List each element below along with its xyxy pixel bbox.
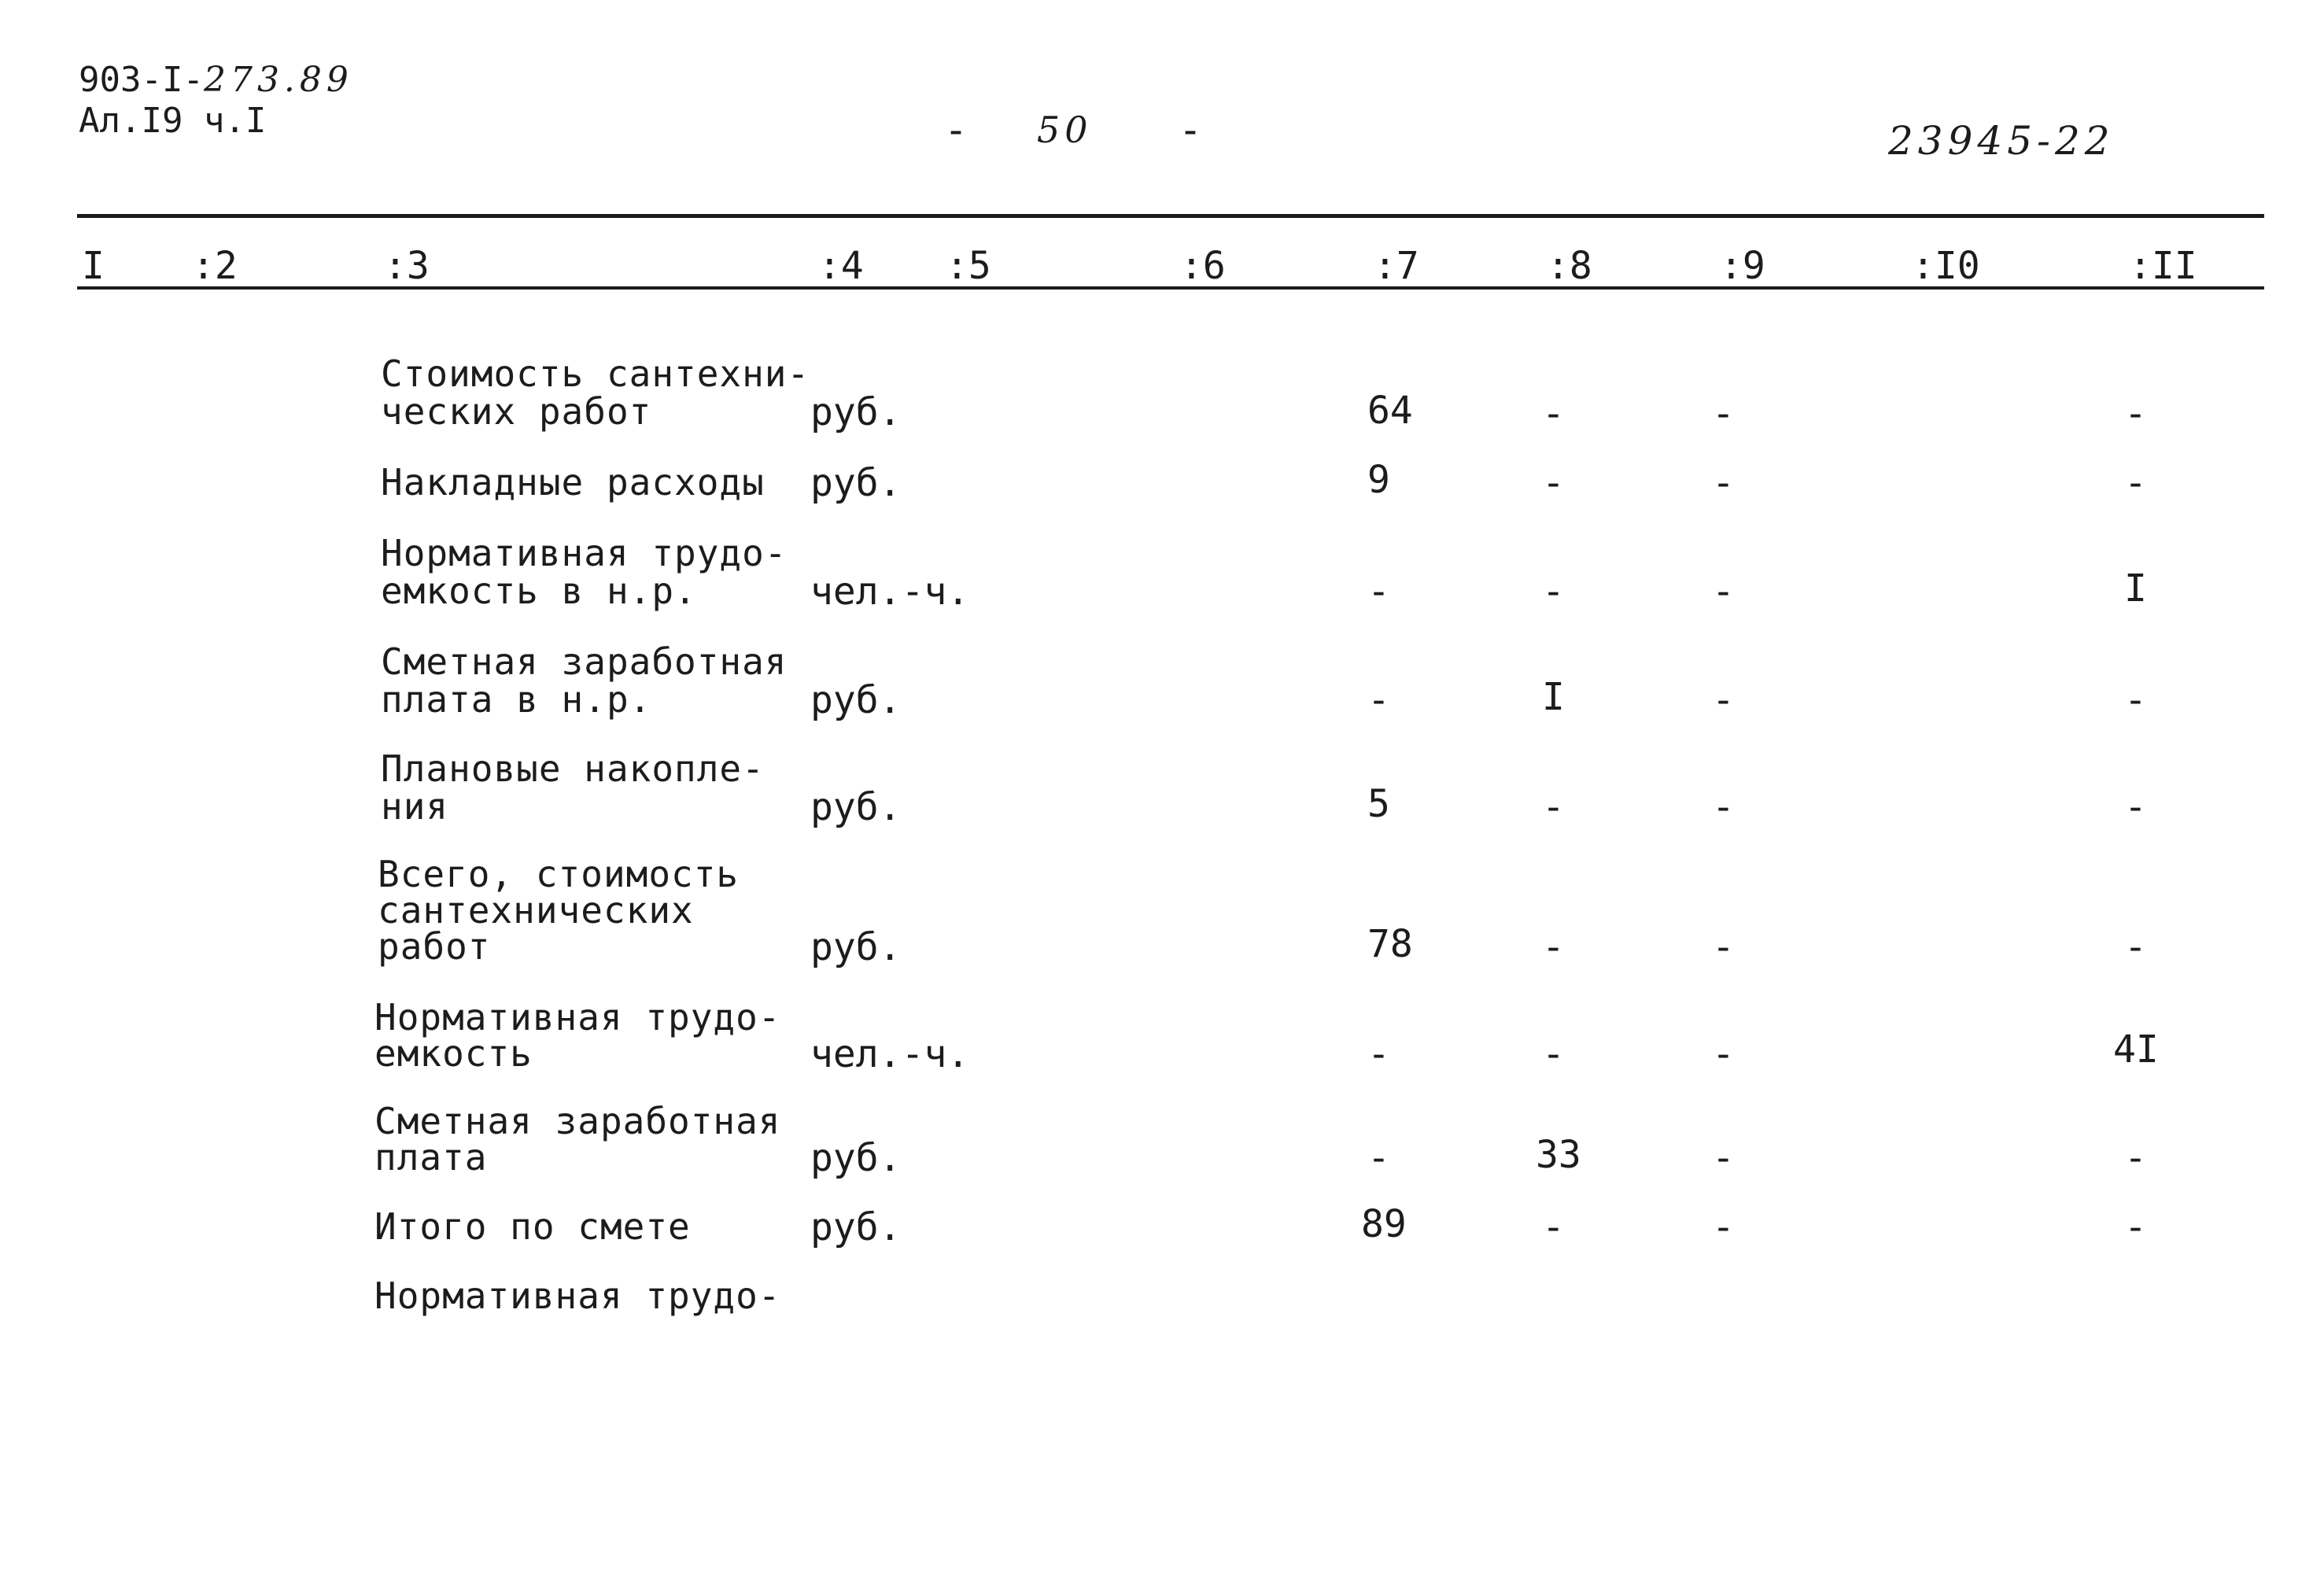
row-col11-value: - bbox=[2124, 1136, 2147, 1180]
row-col11-value: 4I bbox=[2113, 1027, 2159, 1072]
row-col7-value: - bbox=[1367, 1032, 1390, 1076]
row-label-line: Плановые накопле- bbox=[381, 747, 765, 790]
row-unit: руб. bbox=[810, 390, 902, 434]
row-label-line: ческих работ bbox=[381, 390, 652, 433]
row-col9-value: - bbox=[1712, 1032, 1735, 1076]
row-label-line: емкость в н.р. bbox=[381, 570, 697, 612]
col-header-8: :8 bbox=[1547, 244, 1592, 288]
row-label-line: Нормативная трудо- bbox=[374, 996, 781, 1039]
row-col8-value: - bbox=[1542, 392, 1565, 436]
row-col9-value: - bbox=[1712, 678, 1735, 722]
row-col7-value: - bbox=[1367, 1136, 1390, 1180]
row-col11-value: - bbox=[2124, 925, 2147, 969]
row-label-line: Сметная заработная bbox=[381, 640, 788, 683]
document-code bbox=[79, 61, 353, 99]
col-header-1: I bbox=[82, 244, 105, 288]
row-label-line: Итого по смете bbox=[374, 1205, 691, 1248]
row-col8-value: - bbox=[1542, 1205, 1565, 1249]
row-col9-value: - bbox=[1712, 461, 1735, 505]
row-unit: руб. bbox=[810, 925, 902, 969]
row-col7-value: 89 bbox=[1361, 1202, 1407, 1246]
col-header-5: :5 bbox=[946, 244, 991, 288]
row-col8-value: - bbox=[1542, 925, 1565, 969]
col-header-6: :6 bbox=[1180, 244, 1226, 288]
row-col9-value: - bbox=[1712, 1205, 1735, 1249]
row-label-line: Всего, стоимость bbox=[378, 853, 740, 895]
row-label-line: Нормативная трудо- bbox=[374, 1275, 781, 1317]
row-col11-value: I bbox=[2124, 566, 2147, 611]
row-label-line: ния bbox=[381, 785, 449, 828]
row-col11-value: - bbox=[2124, 678, 2147, 722]
page-number: 50 bbox=[1037, 109, 1093, 151]
row-col7-value: - bbox=[1367, 678, 1390, 722]
col-header-9: :9 bbox=[1720, 244, 1765, 288]
row-col11-value: - bbox=[2124, 785, 2147, 829]
row-col9-value: - bbox=[1712, 785, 1735, 829]
row-col8-value: - bbox=[1542, 1032, 1565, 1076]
row-col9-value: - bbox=[1712, 925, 1735, 969]
row-col9-value: - bbox=[1712, 570, 1735, 614]
row-col8-value: - bbox=[1542, 461, 1565, 505]
row-col9-value: - bbox=[1712, 392, 1735, 436]
col-header-10: :I0 bbox=[1912, 244, 1980, 288]
row-label-line: Нормативная трудо- bbox=[381, 532, 788, 574]
row-unit: руб. bbox=[810, 461, 902, 505]
col-header-3: :3 bbox=[384, 244, 430, 288]
row-col7-value: 78 bbox=[1367, 922, 1413, 966]
row-col7-value: 5 bbox=[1367, 782, 1390, 826]
row-col8-value: 33 bbox=[1536, 1133, 1581, 1177]
col-header-11: :II bbox=[2129, 244, 2197, 288]
row-label-line: Сметная заработная bbox=[374, 1100, 781, 1142]
row-col7-value: 9 bbox=[1367, 458, 1390, 502]
row-col11-value: - bbox=[2124, 392, 2147, 436]
col-header-4: :4 bbox=[818, 244, 864, 288]
row-col7-value: 64 bbox=[1367, 389, 1413, 433]
archive-number: 23945-22 bbox=[1888, 118, 2115, 164]
row-label-line: работ bbox=[378, 925, 491, 968]
row-label-line: Накладные расходы bbox=[381, 461, 765, 504]
page-dash-left: - bbox=[944, 107, 968, 153]
col-header-7: :7 bbox=[1374, 244, 1419, 288]
row-col11-value: - bbox=[2124, 461, 2147, 505]
document-code-handwritten: 273.89 bbox=[203, 60, 353, 100]
row-label-line: сантехнических bbox=[378, 889, 694, 932]
row-unit: чел.-ч. bbox=[810, 1032, 970, 1076]
row-label-line: плата в н.р. bbox=[381, 678, 652, 721]
page-dash-right: - bbox=[1179, 107, 1203, 153]
row-col9-value: - bbox=[1712, 1136, 1735, 1180]
row-col8-value: - bbox=[1542, 570, 1565, 614]
row-col7-value: - bbox=[1367, 570, 1390, 614]
row-unit: руб. bbox=[810, 1136, 902, 1180]
row-label-line: Стоимость сантехни- bbox=[381, 352, 810, 395]
document-code-printed: 903-I- bbox=[79, 60, 204, 100]
row-label-line: плата bbox=[374, 1136, 488, 1179]
row-col8-value: - bbox=[1542, 785, 1565, 829]
row-unit: руб. bbox=[810, 678, 902, 722]
row-col8-value: I bbox=[1542, 675, 1565, 719]
row-label-line: емкость bbox=[374, 1032, 533, 1075]
row-unit: руб. bbox=[810, 785, 902, 829]
table-top-rule bbox=[77, 214, 2264, 218]
row-col11-value: - bbox=[2124, 1205, 2147, 1249]
col-header-2: :2 bbox=[192, 244, 238, 288]
album-label: Ал.I9 ч.I bbox=[79, 101, 267, 141]
row-unit: руб. bbox=[810, 1205, 902, 1249]
row-unit: чел.-ч. bbox=[810, 570, 970, 614]
